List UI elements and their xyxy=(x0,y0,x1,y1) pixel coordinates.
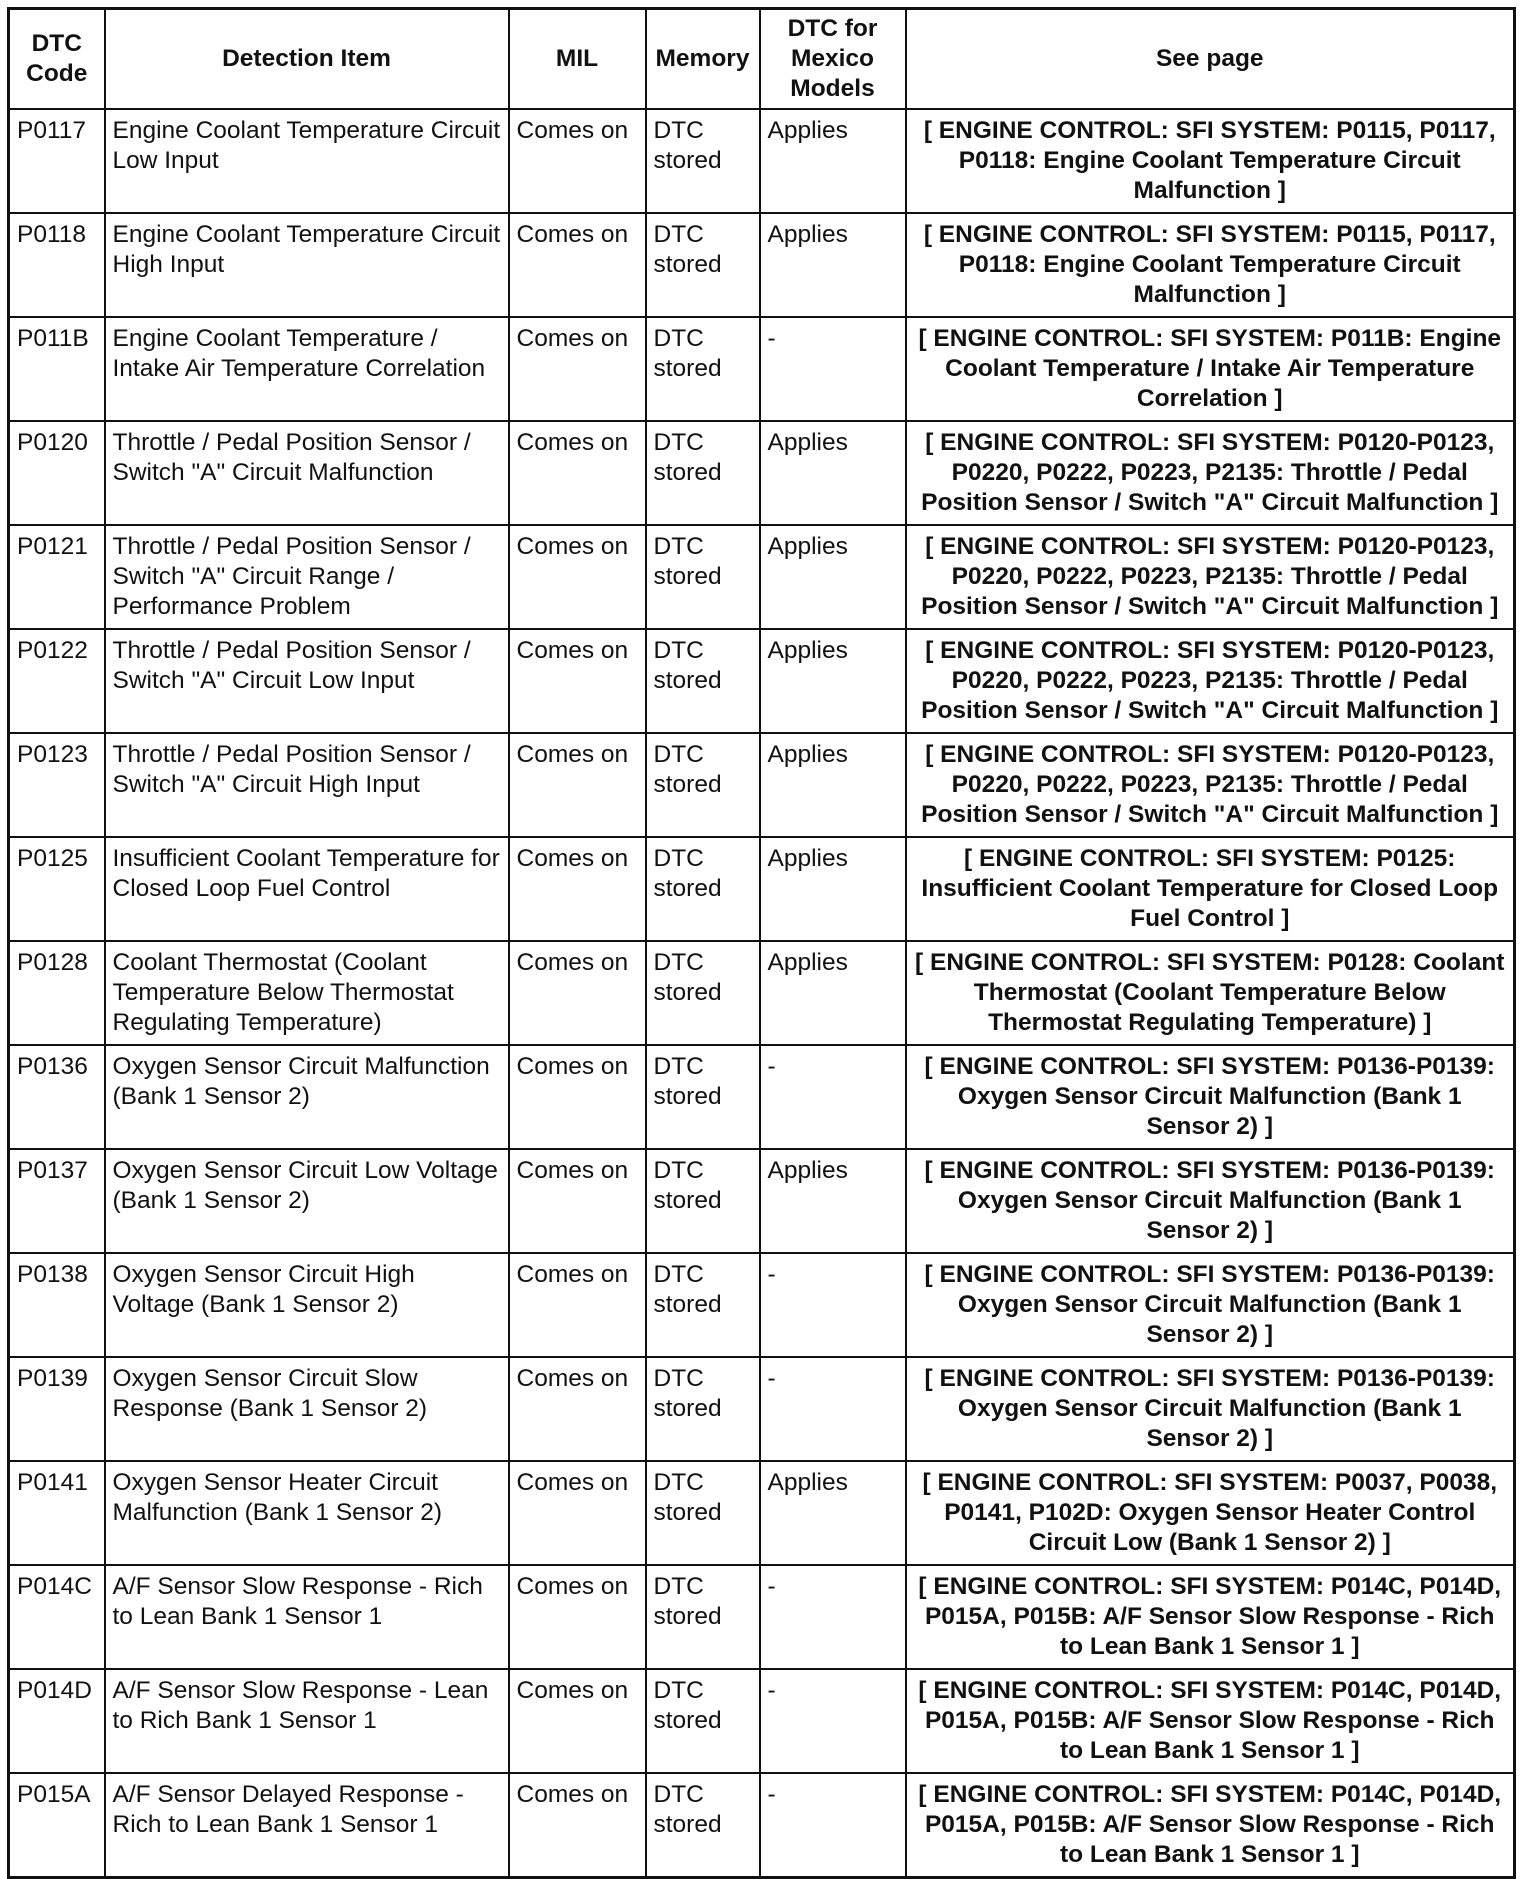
header-mexico-line: Mexico xyxy=(790,45,875,72)
cell-see-page-link[interactable]: [ ENGINE CONTROL: SFI SYSTEM: P0128: Coolant Thermostat (Coolant Temperature Below Thermostat Regulating Temperature) ] xyxy=(906,941,1515,1045)
cell-dtc-code: P0139 xyxy=(9,1357,105,1461)
table-row xyxy=(9,1669,1515,1773)
cell-see-page-link[interactable]: [ ENGINE CONTROL: SFI SYSTEM: P0037, P0038, P0141, P102D: Oxygen Sensor Heater Control Circuit Low (Bank 1 Sensor 2) ] xyxy=(906,1461,1515,1565)
cell-dtc-code: P0125 xyxy=(9,837,105,941)
cell-see-page-link[interactable]: [ ENGINE CONTROL: SFI SYSTEM: P014C, P014D, P015A, P015B: A/F Sensor Slow Response - Rich to Lean Bank 1 Sensor 1 ] xyxy=(906,1773,1515,1878)
table-row xyxy=(9,109,1515,213)
cell-dtc-code: P014D xyxy=(9,1669,105,1773)
cell-detection-item: Oxygen Sensor Heater Circuit Malfunction (Bank 1 Sensor 2) xyxy=(105,1461,509,1565)
table-row xyxy=(9,941,1515,1045)
cell-memory: DTC stored xyxy=(646,1669,760,1773)
cell-mexico-models: Applies xyxy=(760,837,906,941)
cell-mil: Comes on xyxy=(509,1461,646,1565)
cell-mil: Comes on xyxy=(509,525,646,629)
cell-mil: Comes on xyxy=(509,213,646,317)
cell-mil: Comes on xyxy=(509,1149,646,1253)
cell-detection-item: A/F Sensor Delayed Response - Rich to Lean Bank 1 Sensor 1 xyxy=(105,1773,509,1878)
cell-detection-item: Engine Coolant Temperature / Intake Air Temperature Correlation xyxy=(105,317,509,421)
cell-see-page-link[interactable]: [ ENGINE CONTROL: SFI SYSTEM: P0120-P0123, P0220, P0222, P0223, P2135: Throttle / Pedal Position Sensor / Switch "A" Circuit Malfunction ] xyxy=(906,525,1515,629)
cell-detection-item: Oxygen Sensor Circuit Malfunction (Bank 1 Sensor 2) xyxy=(105,1045,509,1149)
cell-mil: Comes on xyxy=(509,109,646,213)
cell-mexico-models: - xyxy=(760,1357,906,1461)
cell-mil: Comes on xyxy=(509,317,646,421)
cell-mil: Comes on xyxy=(509,1045,646,1149)
table-row xyxy=(9,837,1515,941)
cell-memory: DTC stored xyxy=(646,941,760,1045)
cell-mexico-models: Applies xyxy=(760,941,906,1045)
cell-mexico-models: - xyxy=(760,1669,906,1773)
cell-detection-item: Oxygen Sensor Circuit High Voltage (Bank 1 Sensor 2) xyxy=(105,1253,509,1357)
cell-memory: DTC stored xyxy=(646,525,760,629)
cell-see-page-link[interactable]: [ ENGINE CONTROL: SFI SYSTEM: P0115, P0117, P0118: Engine Coolant Temperature Circuit Malfunction ] xyxy=(906,109,1515,213)
cell-memory: DTC stored xyxy=(646,1045,760,1149)
cell-detection-item: Oxygen Sensor Circuit Low Voltage (Bank 1 Sensor 2) xyxy=(105,1149,509,1253)
table-header xyxy=(9,9,1515,110)
header-mexico-line: Models xyxy=(790,75,875,102)
cell-mil: Comes on xyxy=(509,1669,646,1773)
cell-mil: Comes on xyxy=(509,941,646,1045)
cell-see-page-link[interactable]: [ ENGINE CONTROL: SFI SYSTEM: P0136-P0139: Oxygen Sensor Circuit Malfunction (Bank 1 Sensor 2) ] xyxy=(906,1045,1515,1149)
cell-mil: Comes on xyxy=(509,733,646,837)
cell-mexico-models: - xyxy=(760,1565,906,1669)
cell-dtc-code: P0120 xyxy=(9,421,105,525)
cell-dtc-code: P014C xyxy=(9,1565,105,1669)
table-row xyxy=(9,733,1515,837)
cell-memory: DTC stored xyxy=(646,733,760,837)
header-dtc-code xyxy=(9,9,105,110)
header-dtc-code-line: Code xyxy=(26,60,88,87)
cell-detection-item: Oxygen Sensor Circuit Slow Response (Bank 1 Sensor 2) xyxy=(105,1357,509,1461)
header-memory: Memory xyxy=(646,9,760,110)
cell-memory: DTC stored xyxy=(646,1253,760,1357)
cell-detection-item: Coolant Thermostat (Coolant Temperature Below Thermostat Regulating Temperature) xyxy=(105,941,509,1045)
table-row xyxy=(9,213,1515,317)
cell-mil: Comes on xyxy=(509,421,646,525)
cell-memory: DTC stored xyxy=(646,1773,760,1878)
table-row xyxy=(9,1357,1515,1461)
cell-memory: DTC stored xyxy=(646,421,760,525)
table-row xyxy=(9,1565,1515,1669)
cell-see-page-link[interactable]: [ ENGINE CONTROL: SFI SYSTEM: P0120-P0123, P0220, P0222, P0223, P2135: Throttle / Pedal Position Sensor / Switch "A" Circuit Malfunction ] xyxy=(906,421,1515,525)
table-row xyxy=(9,1253,1515,1357)
cell-mexico-models: - xyxy=(760,1045,906,1149)
cell-mexico-models: Applies xyxy=(760,213,906,317)
header-see-page: See page xyxy=(906,9,1515,110)
cell-see-page-link[interactable]: [ ENGINE CONTROL: SFI SYSTEM: P0120-P0123, P0220, P0222, P0223, P2135: Throttle / Pedal Position Sensor / Switch "A" Circuit Malfunction ] xyxy=(906,733,1515,837)
cell-mexico-models: Applies xyxy=(760,421,906,525)
cell-detection-item: Engine Coolant Temperature Circuit High Input xyxy=(105,213,509,317)
cell-detection-item: A/F Sensor Slow Response - Lean to Rich Bank 1 Sensor 1 xyxy=(105,1669,509,1773)
table-row xyxy=(9,629,1515,733)
cell-detection-item: Throttle / Pedal Position Sensor / Switch "A" Circuit Range / Performance Problem xyxy=(105,525,509,629)
cell-dtc-code: P0138 xyxy=(9,1253,105,1357)
cell-mexico-models: Applies xyxy=(760,109,906,213)
header-mil: MIL xyxy=(509,9,646,110)
cell-memory: DTC stored xyxy=(646,837,760,941)
cell-memory: DTC stored xyxy=(646,1461,760,1565)
cell-see-page-link[interactable]: [ ENGINE CONTROL: SFI SYSTEM: P0136-P0139: Oxygen Sensor Circuit Malfunction (Bank 1 Sensor 2) ] xyxy=(906,1357,1515,1461)
cell-mexico-models: Applies xyxy=(760,733,906,837)
header-mexico-line: DTC for xyxy=(787,15,878,42)
cell-detection-item: Throttle / Pedal Position Sensor / Switch "A" Circuit High Input xyxy=(105,733,509,837)
cell-dtc-code: P0123 xyxy=(9,733,105,837)
cell-see-page-link[interactable]: [ ENGINE CONTROL: SFI SYSTEM: P011B: Engine Coolant Temperature / Intake Air Temperature Correlation ] xyxy=(906,317,1515,421)
cell-see-page-link[interactable]: [ ENGINE CONTROL: SFI SYSTEM: P0125: Insufficient Coolant Temperature for Closed Loop Fuel Control ] xyxy=(906,837,1515,941)
header-row xyxy=(9,9,1515,110)
cell-mil: Comes on xyxy=(509,1565,646,1669)
cell-memory: DTC stored xyxy=(646,1565,760,1669)
cell-dtc-code: P0137 xyxy=(9,1149,105,1253)
cell-mexico-models: Applies xyxy=(760,1149,906,1253)
table-row xyxy=(9,1045,1515,1149)
table-row xyxy=(9,1461,1515,1565)
cell-memory: DTC stored xyxy=(646,629,760,733)
cell-detection-item: Throttle / Pedal Position Sensor / Switch "A" Circuit Malfunction xyxy=(105,421,509,525)
cell-see-page-link[interactable]: [ ENGINE CONTROL: SFI SYSTEM: P0120-P0123, P0220, P0222, P0223, P2135: Throttle / Pedal Position Sensor / Switch "A" Circuit Malfunction ] xyxy=(906,629,1515,733)
cell-mil: Comes on xyxy=(509,1357,646,1461)
table-row xyxy=(9,525,1515,629)
cell-dtc-code: P011B xyxy=(9,317,105,421)
cell-memory: DTC stored xyxy=(646,317,760,421)
cell-dtc-code: P015A xyxy=(9,1773,105,1878)
cell-mexico-models: - xyxy=(760,1253,906,1357)
header-detection-item: Detection Item xyxy=(105,9,509,110)
cell-memory: DTC stored xyxy=(646,1357,760,1461)
cell-mexico-models: Applies xyxy=(760,525,906,629)
cell-mexico-models: Applies xyxy=(760,629,906,733)
cell-see-page-link[interactable]: [ ENGINE CONTROL: SFI SYSTEM: P014C, P014D, P015A, P015B: A/F Sensor Slow Response - Rich to Lean Bank 1 Sensor 1 ] xyxy=(906,1565,1515,1669)
cell-mil: Comes on xyxy=(509,1773,646,1878)
cell-detection-item: Insufficient Coolant Temperature for Closed Loop Fuel Control xyxy=(105,837,509,941)
cell-detection-item: A/F Sensor Slow Response - Rich to Lean Bank 1 Sensor 1 xyxy=(105,1565,509,1669)
header-dtc-code-line: DTC xyxy=(31,30,82,57)
cell-memory: DTC stored xyxy=(646,1149,760,1253)
cell-memory: DTC stored xyxy=(646,109,760,213)
table-row xyxy=(9,421,1515,525)
cell-dtc-code: P0128 xyxy=(9,941,105,1045)
dtc-table xyxy=(7,7,1516,1879)
table-row xyxy=(9,1149,1515,1253)
cell-dtc-code: P0121 xyxy=(9,525,105,629)
table-body xyxy=(9,109,1515,1878)
cell-detection-item: Throttle / Pedal Position Sensor / Switch "A" Circuit Low Input xyxy=(105,629,509,733)
cell-mil: Comes on xyxy=(509,1253,646,1357)
cell-mexico-models: - xyxy=(760,1773,906,1878)
cell-mil: Comes on xyxy=(509,629,646,733)
cell-see-page-link[interactable]: [ ENGINE CONTROL: SFI SYSTEM: P014C, P014D, P015A, P015B: A/F Sensor Slow Response - Rich to Lean Bank 1 Sensor 1 ] xyxy=(906,1669,1515,1773)
table-row xyxy=(9,1773,1515,1878)
cell-mil: Comes on xyxy=(509,837,646,941)
cell-mexico-models: Applies xyxy=(760,1461,906,1565)
cell-dtc-code: P0117 xyxy=(9,109,105,213)
cell-see-page-link[interactable]: [ ENGINE CONTROL: SFI SYSTEM: P0115, P0117, P0118: Engine Coolant Temperature Circuit Malfunction ] xyxy=(906,213,1515,317)
cell-detection-item: Engine Coolant Temperature Circuit Low Input xyxy=(105,109,509,213)
cell-mexico-models: - xyxy=(760,317,906,421)
cell-dtc-code: P0136 xyxy=(9,1045,105,1149)
table-row xyxy=(9,317,1515,421)
cell-see-page-link[interactable]: [ ENGINE CONTROL: SFI SYSTEM: P0136-P0139: Oxygen Sensor Circuit Malfunction (Bank 1 Sensor 2) ] xyxy=(906,1149,1515,1253)
cell-dtc-code: P0118 xyxy=(9,213,105,317)
cell-dtc-code: P0122 xyxy=(9,629,105,733)
cell-see-page-link[interactable]: [ ENGINE CONTROL: SFI SYSTEM: P0136-P0139: Oxygen Sensor Circuit Malfunction (Bank 1 Sensor 2) ] xyxy=(906,1253,1515,1357)
cell-dtc-code: P0141 xyxy=(9,1461,105,1565)
header-mexico-models xyxy=(760,9,906,110)
cell-memory: DTC stored xyxy=(646,213,760,317)
